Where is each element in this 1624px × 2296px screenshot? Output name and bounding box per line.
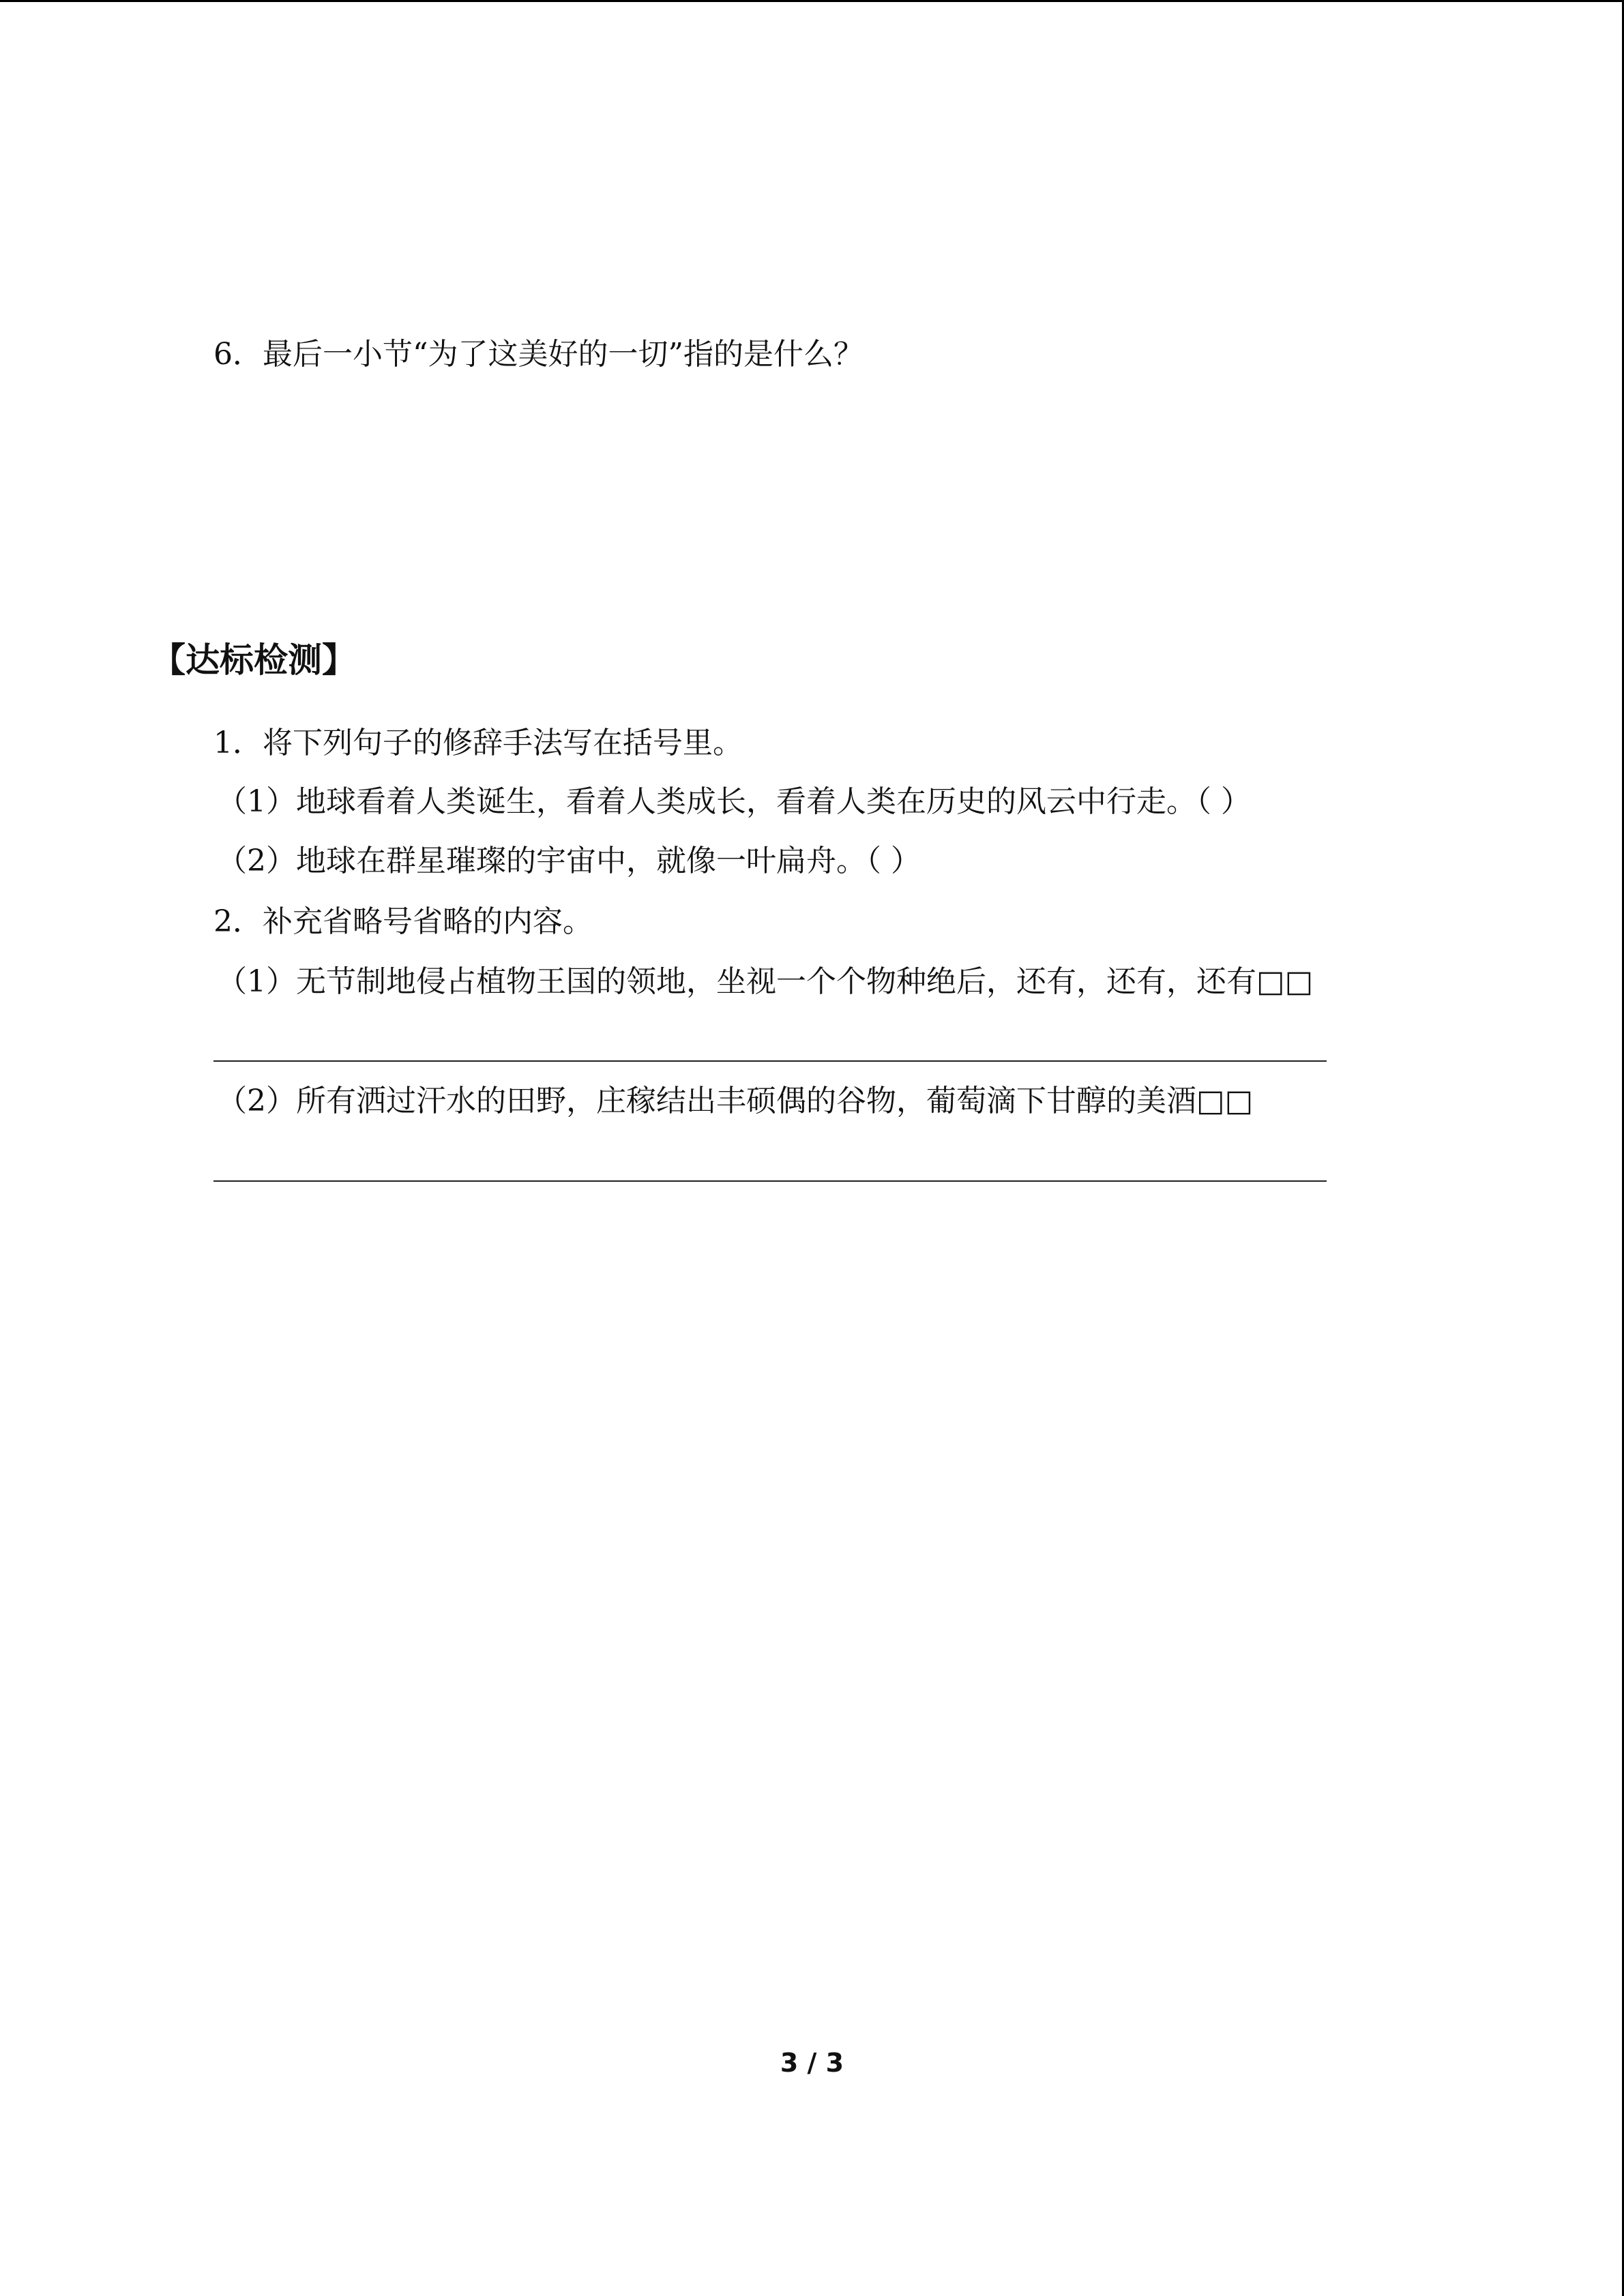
question-1-item-2: （2）地球在群星璀璨的宇宙中，就像一叶扁舟。（ ） — [217, 844, 921, 878]
question-2-title: 2．补充省略号省略的内容。 — [213, 904, 593, 939]
question-2-item-1: （1）无节制地侵占植物王国的领地，坐视一个个物种绝后，还有，还有，还有□□ — [217, 964, 1314, 999]
question-6: 6．最后一小节“为了这美好的一切”指的是什么？ — [213, 337, 863, 372]
page-number: 3 / 3 — [780, 2048, 844, 2078]
section-heading: 【达标检测】 — [151, 640, 356, 680]
question-2-item-2: （2）所有洒过汗水的田野，庄稼结出丰硕偶的谷物，葡萄滴下甘醇的美酒□□ — [217, 1084, 1254, 1118]
page-top-border — [0, 0, 1624, 2]
answer-line-2[interactable] — [213, 1180, 1327, 1182]
question-1-title: 1．将下列句子的修辞手法写在括号里。 — [213, 726, 743, 760]
answer-line-1[interactable] — [213, 1060, 1327, 1062]
question-1-item-1: （1）地球看着人类诞生，看着人类成长，看着人类在历史的风云中行走。（ ） — [217, 784, 1251, 819]
